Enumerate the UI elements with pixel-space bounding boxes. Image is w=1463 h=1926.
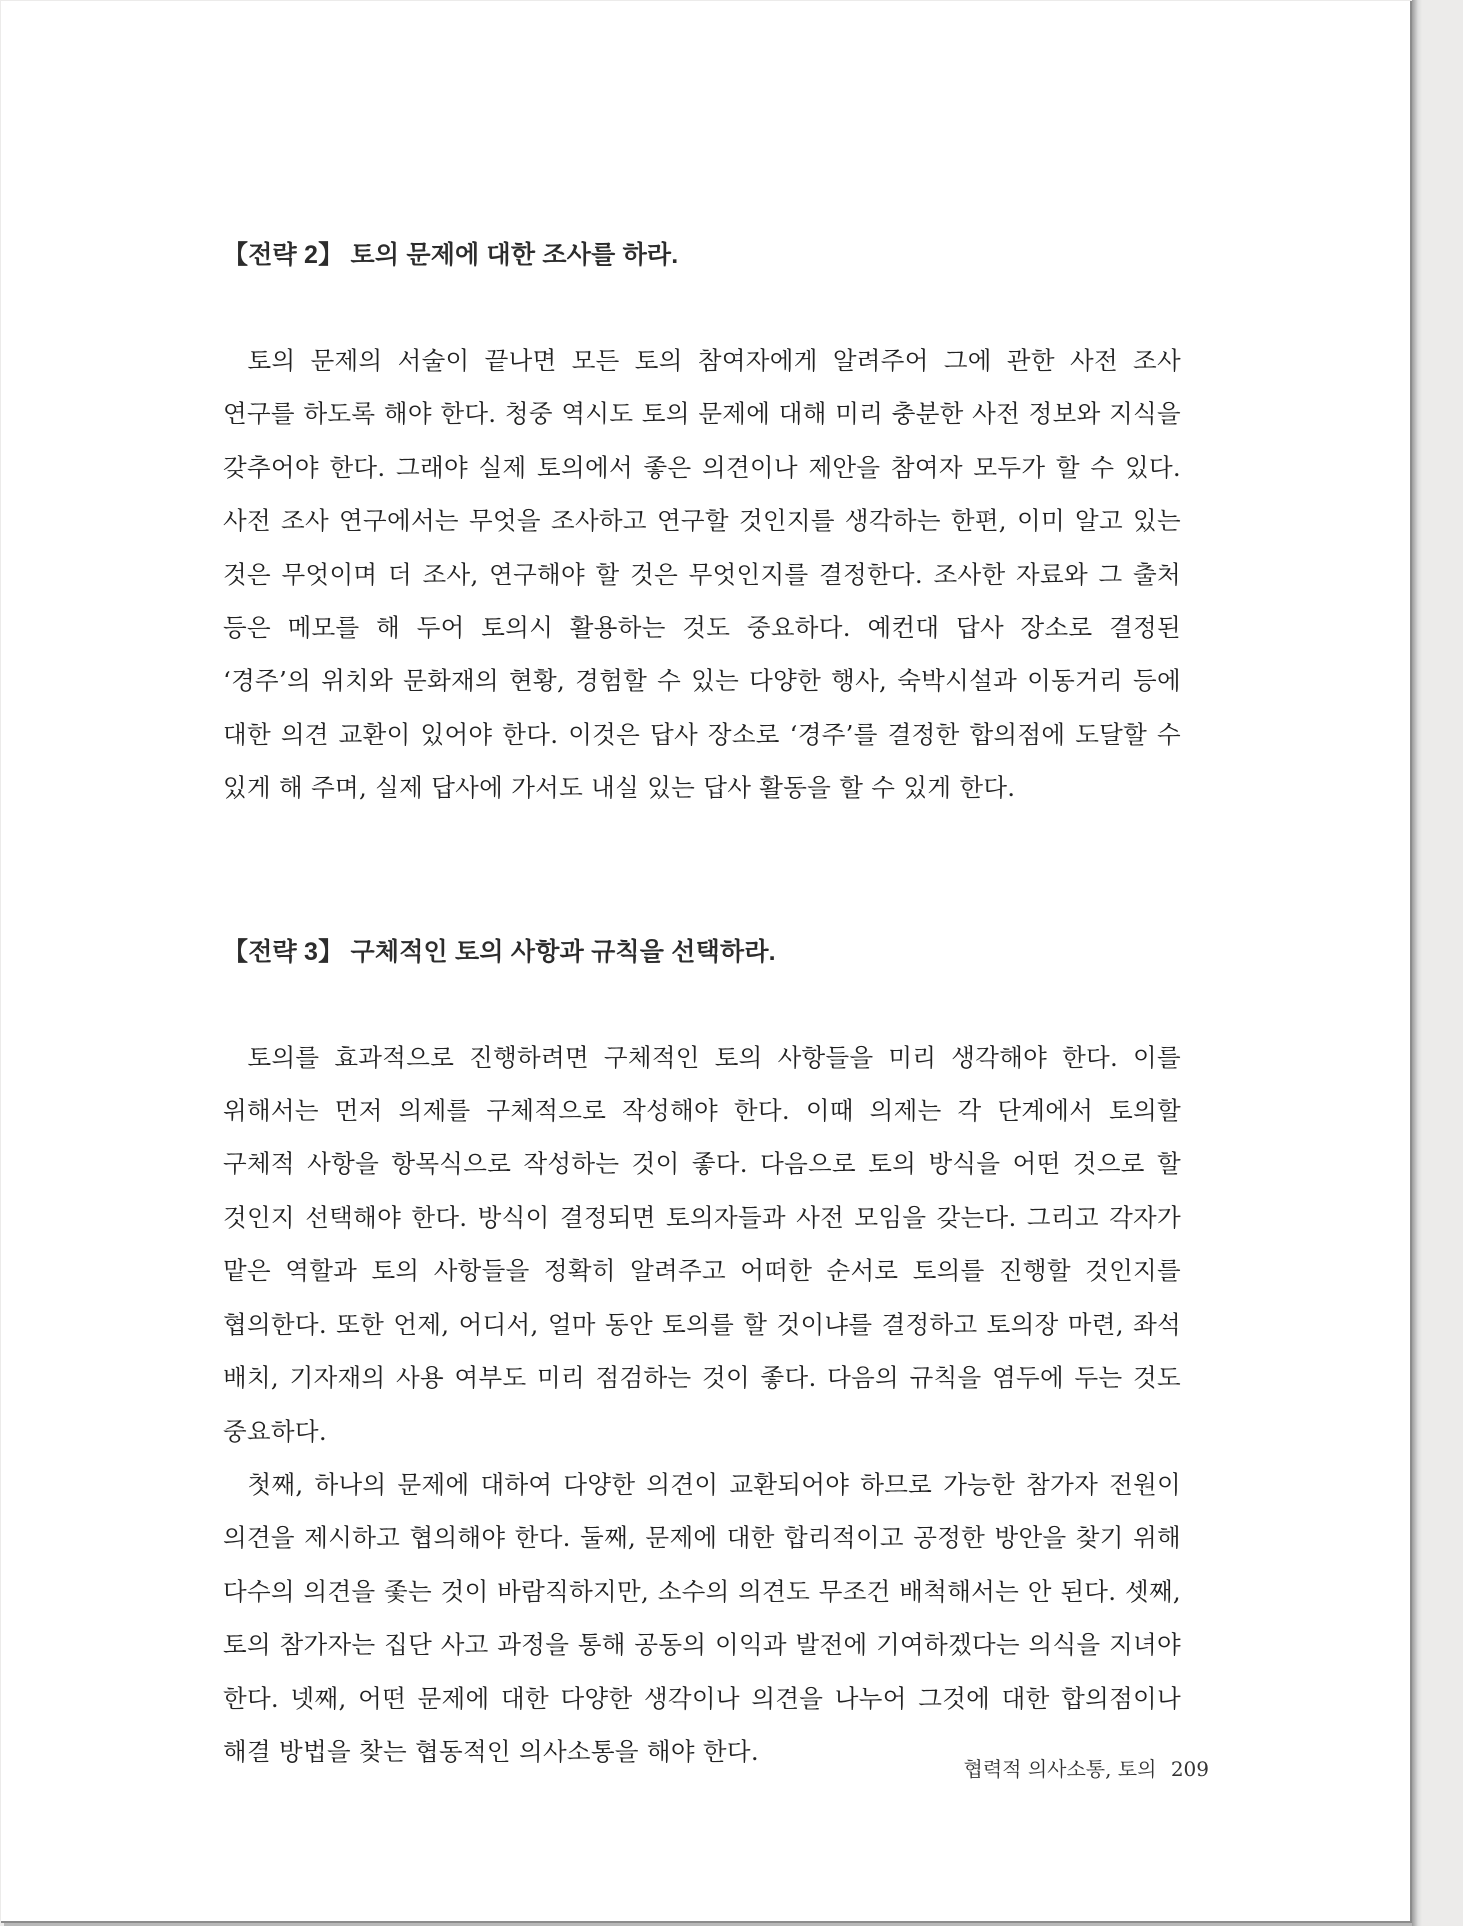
- section-heading-strategy-2: 【전략 2】 토의 문제에 대한 조사를 하라.: [223, 241, 679, 269]
- page-edge-shadow: [1412, 0, 1422, 1926]
- page-footer: [964, 1753, 1210, 1782]
- section-paragraph: 첫째, 하나의 문제에 대하여 다양한 의견이 교환되어야 하므로 가능한 참가자 전원이 의견을 제시하고 협의해야 한다. 둘째, 문제에 대한 합리적이고 공정한 방안을 찾기 위해 다수의 의견을 좇는 것이 바람직하지만, 소수의 의견도 무조건 배척해서는 안 된다. 셋째, 토의 참가자는 집단 사고 과정을 통해 공동의 이익과 발전에 기여하겠다는 의식을 지녀야 한다. 넷째, 어떤 문제에 대한 다양한 생각이나 의견을 나누어 그것에 대한 합의점이나 해결 방법을 찾는 협동적인 의사소통을 해야 한다.: [223, 1469, 1181, 1766]
- section-paragraph: 토의 문제의 서술이 끝나면 모든 토의 참여자에게 알려주어 그에 관한 사전 조사 연구를 하도록 해야 한다. 청중 역시도 토의 문제에 대해 미리 충분한 사전 정보와 지식을 갖추어야 한다. 그래야 실제 토의에서 좋은 의견이나 제안을 참여자 모두가 할 수 있다. 사전 조사 연구에서는 무엇을 조사하고 연구할 것인지를 생각하는 한편, 이미 알고 있는 것은 무엇이며 더 조사, 연구해야 할 것은 무엇인지를 결정한다. 조사한 자료와 그 출처 등은 메모를 해 두어 토의시 활용하는 것도 중요하다. 예컨대 답사 장소로 결정된 ‘경주’의 위치와 문화재의 현황, 경험할 수 있는 다양한 행사, 숙박시설과 이동거리 등에 대한 의견 교환이 있어야 한다. 이것은 답사 장소로 ‘경주’를 결정한 합의점에 도달할 수 있게 해 주며, 실제 답사에 가서도 내실 있는 답사 활동을 할 수 있게 한다.: [223, 346, 1181, 803]
- section-paragraph: 토의를 효과적으로 진행하려면 구체적인 토의 사항들을 미리 생각해야 한다. 이를 위해서는 먼저 의제를 구체적으로 작성해야 한다. 이때 의제는 각 단계에서 토의할 구체적 사항을 항목식으로 작성하는 것이 좋다. 다음으로 토의 방식을 어떤 것으로 할 것인지 선택해야 한다. 방식이 결정되면 토의자들과 사전 모임을 갖는다. 그리고 각자가 맡은 역할과 토의 사항들을 정확히 알려주고 어떠한 순서로 토의를 진행할 것인지를 협의한다. 또한 언제, 어디서, 얼마 동안 토의를 할 것이냐를 결정하고 토의장 마련, 좌석 배치, 기자재의 사용 여부도 미리 점검하는 것이 좋다. 다음의 규칙을 염두에 두는 것도 중요하다.: [223, 1042, 1181, 1446]
- page-content: [223, 237, 1181, 1778]
- book-page: [1, 1, 1412, 1923]
- section-heading-strategy-3: 【전략 3】 구체적인 토의 사항과 규칙을 선택하라.: [223, 937, 776, 966]
- page-number: 209: [1170, 1757, 1209, 1781]
- running-title: 협력적 의사소통, 토의: [963, 1757, 1157, 1781]
